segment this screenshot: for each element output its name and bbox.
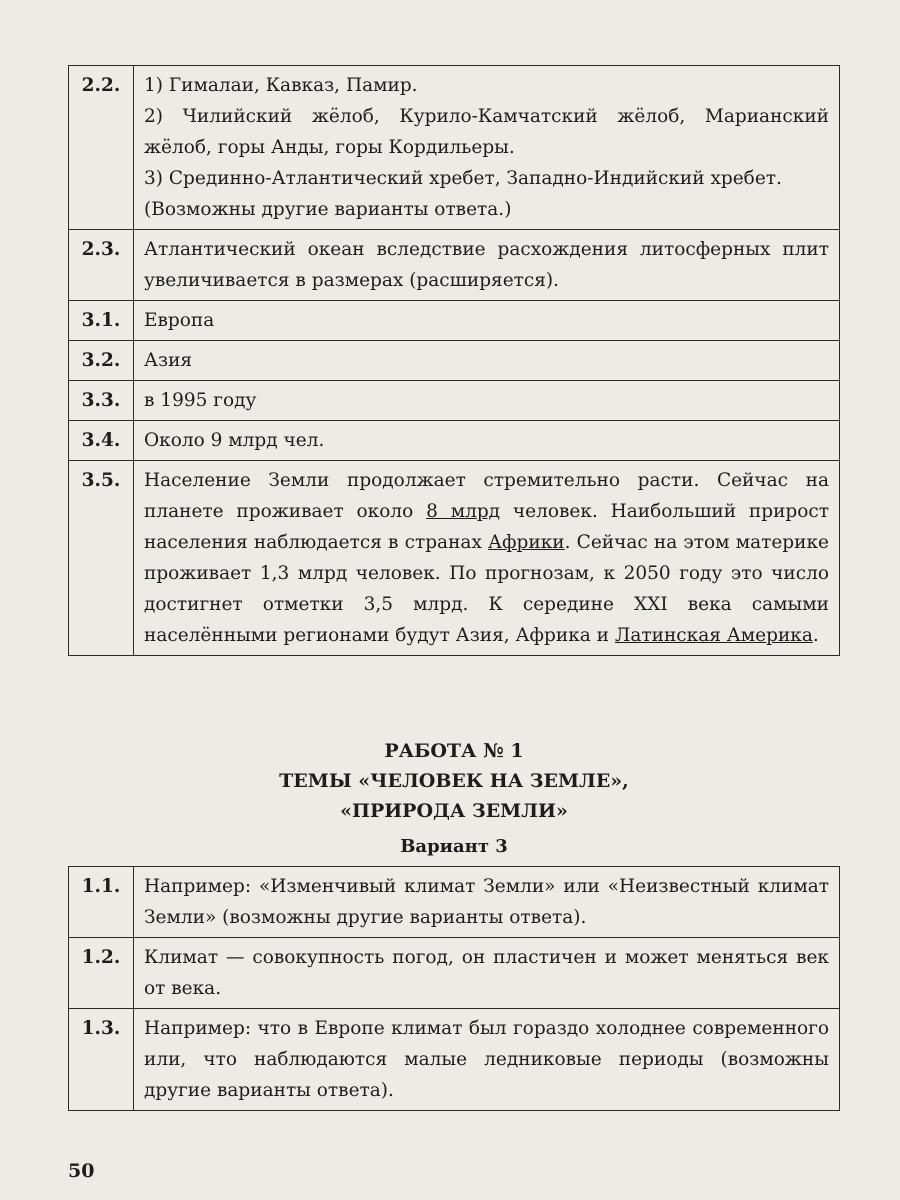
answer-number: 1.3. [69,1009,134,1111]
answer-number: 3.4. [69,421,134,461]
answer-line: Азия [144,350,193,371]
answer-text [134,381,840,421]
section-subtitle: «ПРИРОДА ЗЕМЛИ» [340,800,568,822]
table-row [69,1009,840,1111]
underlined-answer: Африки [488,532,565,553]
answer-text-segment: . [812,625,819,646]
answer-text [134,938,840,1009]
answer-line: 3) Срединно-Атлантический хребет, Западно-Индийский хребет. [144,168,782,189]
variant-heading: Вариант 3 [400,836,508,857]
answer-number: 3.1. [69,301,134,341]
answer-line: (Возможны другие варианты ответа.) [144,199,512,220]
section-subtitle: ТЕМЫ «ЧЕЛОВЕК НА ЗЕМЛЕ», [279,770,629,792]
answer-text [134,461,840,656]
answer-line: Около 9 млрд чел. [144,430,325,451]
answer-line: Климат — совокупность погод, он пластичен и может меняться век от века. [144,947,829,999]
answer-number: 3.5. [69,461,134,656]
table-row [69,301,840,341]
answer-number: 2.2. [69,66,134,230]
answer-text-segment: человек. Наибольший прирост населения наблюдается в странах [144,501,829,553]
answer-text [134,867,840,938]
answer-text-segment: Население Земли продолжает стремительно расти. Сейчас на планете проживает около [144,470,829,522]
table-row [69,381,840,421]
answer-line: Атлантический океан вследствие расхождения литосферных плит увеличивается в размерах (расширяется). [144,239,829,291]
underlined-answer: Латинская Америка [614,625,813,646]
answer-text [134,421,840,461]
answer-line: Например: «Изменчивый климат Земли» или «Неизвестный климат Земли» (возможны другие варианты ответа). [144,876,829,928]
answer-text-segment: . Сейчас на этом материке проживает 1,3 млрд человек. По прогнозам, к 2050 году это число достигнет отметки 3,5 млрд. К середине XXI века самыми населёнными регионами будут Азия, Африка и [144,532,829,646]
answer-text [134,66,840,230]
answer-number: 3.3. [69,381,134,421]
answer-text [134,341,840,381]
answer-number: 1.1. [69,867,134,938]
underlined-answer: 8 млрд [426,501,501,522]
table-row [69,461,840,656]
answer-text [134,301,840,341]
table-row [69,66,840,230]
table-row [69,421,840,461]
table-row [69,341,840,381]
table-row [69,938,840,1009]
table-row [69,230,840,301]
answer-number: 1.2. [69,938,134,1009]
answer-line: 1) Гималаи, Кавказ, Памир. [144,75,418,96]
table-row [69,867,840,938]
answers-table-bottom [68,866,840,1111]
answer-line: Европа [144,310,215,331]
answer-line: в 1995 году [144,390,257,411]
answer-number: 2.3. [69,230,134,301]
answer-line: 2) Чилийский жёлоб, Курило-Камчатский жёлоб, Марианский жёлоб, горы Анды, горы Кордильеры. [144,106,829,158]
answer-text [134,230,840,301]
section-title: РАБОТА № 1 [384,740,524,762]
answer-number: 3.2. [69,341,134,381]
answer-paragraph [144,465,829,651]
answers-table-top [68,65,840,656]
page-number: 50 [68,1160,95,1182]
answer-text [134,1009,840,1111]
answer-line: Например: что в Европе климат был гораздо холоднее современного или, что наблюдаются малые ледниковые периоды (возможны другие варианты ответа). [144,1018,829,1101]
